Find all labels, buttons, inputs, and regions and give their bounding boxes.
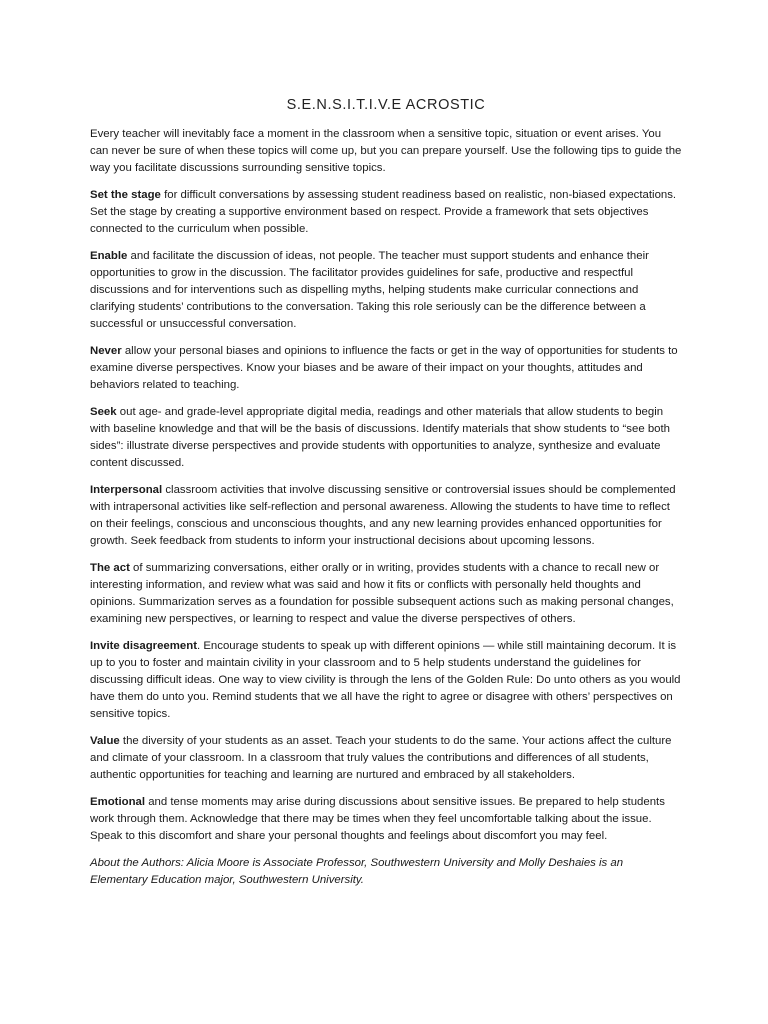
section-never bbox=[90, 343, 682, 394]
section-text: the diversity of your students as an asset. Teach your students to do the same. Your actions affect the culture and climate of your classroom. In a classroom that truly values the contributions and differences of all students, authentic opportunities for teaching and learning are nurtured and embraced by all stakeholders. bbox=[90, 735, 672, 781]
section-invite-disagreement bbox=[90, 638, 682, 723]
section-text: and tense moments may arise during discussions about sensitive issues. Be prepared to help students work through them. Acknowledge that there may be times when they feel uncomfortable talking about the issue. Speak to this discomfort and share your personal thoughts and feelings about discomfort you may feel. bbox=[90, 796, 665, 842]
section-enable bbox=[90, 248, 682, 333]
section-lead: The act bbox=[90, 562, 130, 574]
section-text: out age- and grade-level appropriate digital media, readings and other materials that allow students to begin with baseline knowledge and that will be the basis of discussions. Identify materials that show students to “see both sides”: illustrate diverse perspectives and provide students with opportunities to analyze, synthesize and evaluate content discussed. bbox=[90, 406, 670, 469]
document-page bbox=[90, 96, 682, 899]
section-set-the-stage bbox=[90, 187, 682, 238]
section-lead: Never bbox=[90, 345, 122, 357]
section-text: and facilitate the discussion of ideas, not people. The teacher must support students and enhance their opportunities to grow in the discussion. The facilitator provides guidelines for safe, productive and respectful discussions and for interventions such as dispelling myths, helping students make curricular connections and clarifying students’ contributions to the conversation. Taking this role seriously can be the difference between a successful or unsuccessful conversation. bbox=[90, 250, 649, 330]
section-seek bbox=[90, 404, 682, 472]
section-text: allow your personal biases and opinions to influence the facts or get in the way of opportunities for students to examine diverse perspectives. Know your biases and be aware of their impact on your thoughts, attitudes and behaviors related to teaching. bbox=[90, 345, 678, 391]
section-value bbox=[90, 733, 682, 784]
section-lead: Interpersonal bbox=[90, 484, 163, 496]
section-lead: Enable bbox=[90, 250, 128, 262]
section-text: of summarizing conversations, either orally or in writing, provides students with a chance to recall new or interesting information, and review what was said and how it fits or conflicts with personally held thoughts and opinions. Summarization serves as a foundation for possible subsequent actions such as making personal changes, examining new perspectives, or learning to respect and value the diverse perspectives of others. bbox=[90, 562, 674, 625]
document-title: S.E.N.S.I.T.I.V.E ACROSTIC bbox=[286, 97, 486, 113]
section-text: classroom activities that involve discussing sensitive or controversial issues should be complemented with intrapersonal activities like self-reflection and personal awareness. Allowing the students to have time to reflect on their feelings, conscious and unconscious thoughts, and any new learning provides enhanced opportunities for growth. Seek feedback from students to inform your instructional decisions about upcoming lessons. bbox=[90, 484, 676, 547]
section-the-act bbox=[90, 560, 682, 628]
section-lead: Set the stage bbox=[90, 189, 161, 201]
section-text: . Encourage students to speak up with different opinions — while still maintaining decorum. It is up to you to foster and maintain civility in your classroom and to 5 help students understand the guidelines for discussing difficult ideas. One way to view civility is through the lens of the Golden Rule: Do unto others as you would have them do unto you. Remind students that we all have the right to agree or disagree with others’ perspectives on sensitive topics. bbox=[90, 640, 681, 720]
section-text: for difficult conversations by assessing student readiness based on realistic, non-biased expectations. Set the stage by creating a supportive environment based on respect. Provide a framework that sets objectives connected to the curriculum when possible. bbox=[90, 189, 677, 235]
section-lead: Value bbox=[90, 735, 120, 747]
section-interpersonal bbox=[90, 482, 682, 550]
section-lead: Emotional bbox=[90, 796, 146, 808]
section-lead: Seek bbox=[90, 406, 117, 418]
section-emotional bbox=[90, 794, 682, 845]
section-lead: Invite disagreement bbox=[90, 640, 197, 652]
intro-paragraph: Every teacher will inevitably face a moment in the classroom when a sensitive topic, situation or event arises. You can never be sure of when these topics will come up, but you can prepare yourself. Use the following tips to guide the way you facilitate discussions surrounding sensitive topics. bbox=[90, 128, 682, 174]
about-the-authors: About the Authors: Alicia Moore is Associate Professor, Southwestern University and Molly Deshaies is an Elementary Education major, Southwestern University. bbox=[90, 857, 624, 886]
